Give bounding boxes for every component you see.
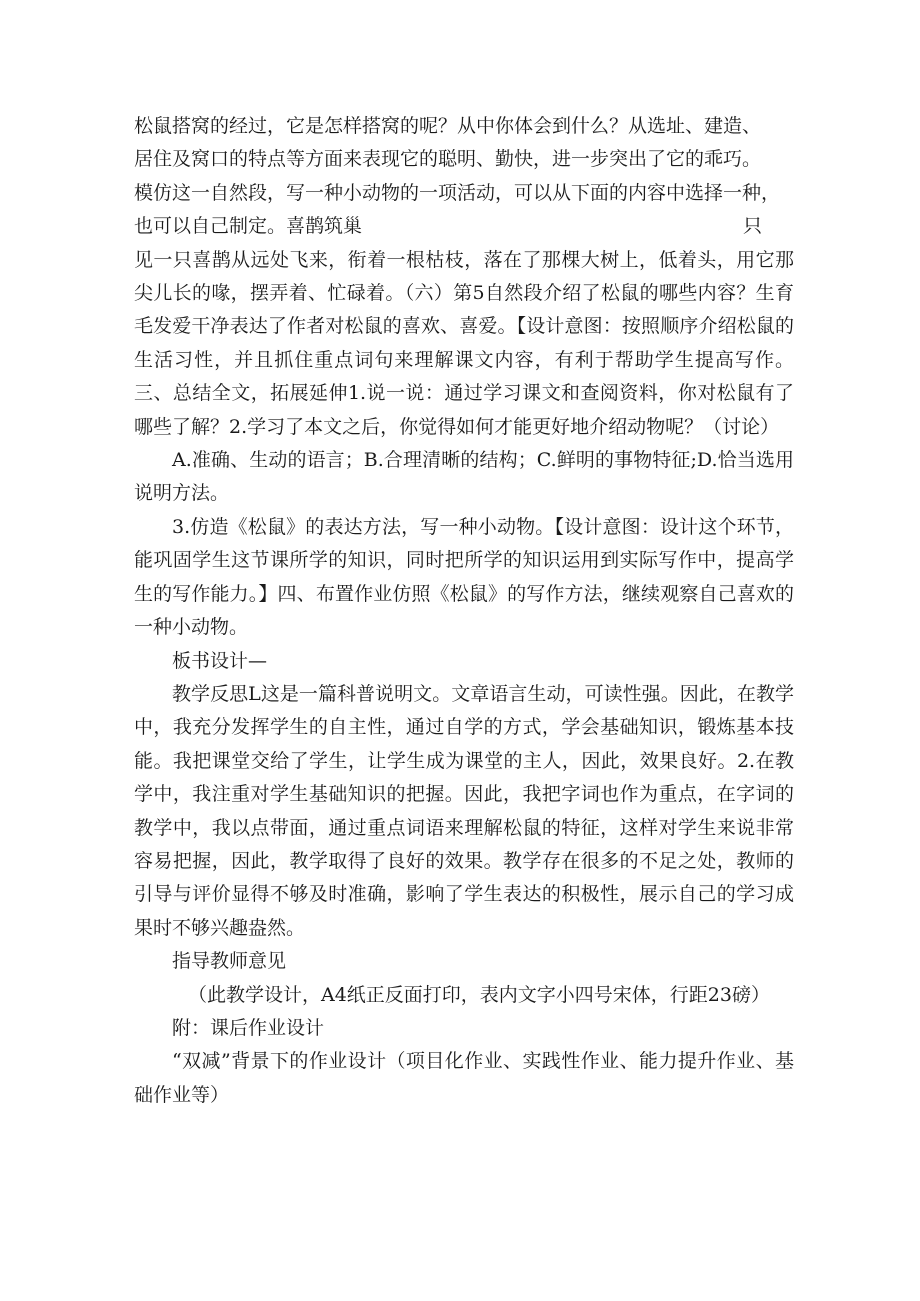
document-body [134,110,794,1112]
text-line: 居住及窝口的特点等方面来表现它的聪明、勤快，进一步突出了它的乖巧。 [134,148,762,171]
paragraph-options: A.准确、生动的语言；B.合理清晰的结构；C.鲜明的事物特征;D.恰当选用说明方法。 [134,449,794,505]
paragraph-reflection: 教学反思L这是一篇科普说明文。文章语言生动，可读性强。因此，在教学中，我充分发挥学生的自主性，通过自学的方式，学会基础知识，锻炼基本技能。我把课堂交给了学生，让学生成为课堂的主人，因此，效果良好。2.在教学中，我注重对学生基础知识的把握。因此，我把字词也作为重点，在字词的教学中，我以点带面，通过重点词语来理解松鼠的特征，这样对学生来说非常容易把握，因此，教学取得了良好的效果。教学存在很多的不足之处，教师的引导与评价显得不够及时准确，影响了学生表达的积极性，展示自己的学习成果时不够兴趣盎然。 [134,682,794,939]
paragraph-imitation: 3.仿造《松鼠》的表达方法，写一种小动物。【设计意图：设计这个环节，能巩固学生这节课所学的知识，同时把所学的知识运用到实际写作中，提高学生的写作能力。】四、布置作业仿照《松鼠》的写作方法，继续观察自己喜欢的一种小动物。 [134,515,794,639]
text-line: 模仿这一自然段，写一种小动物的一项活动，可以从下面的内容中选择一种， [134,181,781,204]
paragraph-double-reduction: “双减”背景下的作业设计（项目化作业、实践性作业、能力提升作业、基础作业等） [134,1050,794,1106]
text-line: 松鼠搭窝的经过，它是怎样搭窝的呢？从中你体会到什么？从选址、建造、 [134,115,762,137]
heading-board-design: 板书设计— [172,649,268,672]
print-note: （此教学设计，A4纸正反面打印，表内文字小四号宋体，行距23磅） [188,983,770,1006]
heading-homework-design: 附：课后作业设计 [172,1016,325,1039]
text-line-left: 也可以自己制定。喜鹊筑巢 [134,215,363,238]
text-line-split [134,210,794,243]
text-line-right: 只 [742,215,762,238]
paragraph-squirrel-nest [134,110,794,444]
heading-teacher-opinion: 指导教师意见 [172,950,287,973]
text-block: 见一只喜鹊从远处飞来，衔着一根枯枝，落在了那棵大树上，低着头，用它那尖儿长的喙，摆弄着、忙碌着。（六）第5自然段介绍了松鼠的哪些内容？生育毛发爱干净表达了作者对松鼠的喜欢、喜爱。【设计意图：按照顺序介绍松鼠的生活习性，并且抓住重点词句来理解课文内容，有利于帮助学生提高写作。三、总结全文，拓展延伸1.说一说：通过学习课文和查阅资料，你对松鼠有了哪些了解？2.学习了本文之后，你觉得如何才能更好地介绍动物呢？（讨论） [134,248,794,438]
